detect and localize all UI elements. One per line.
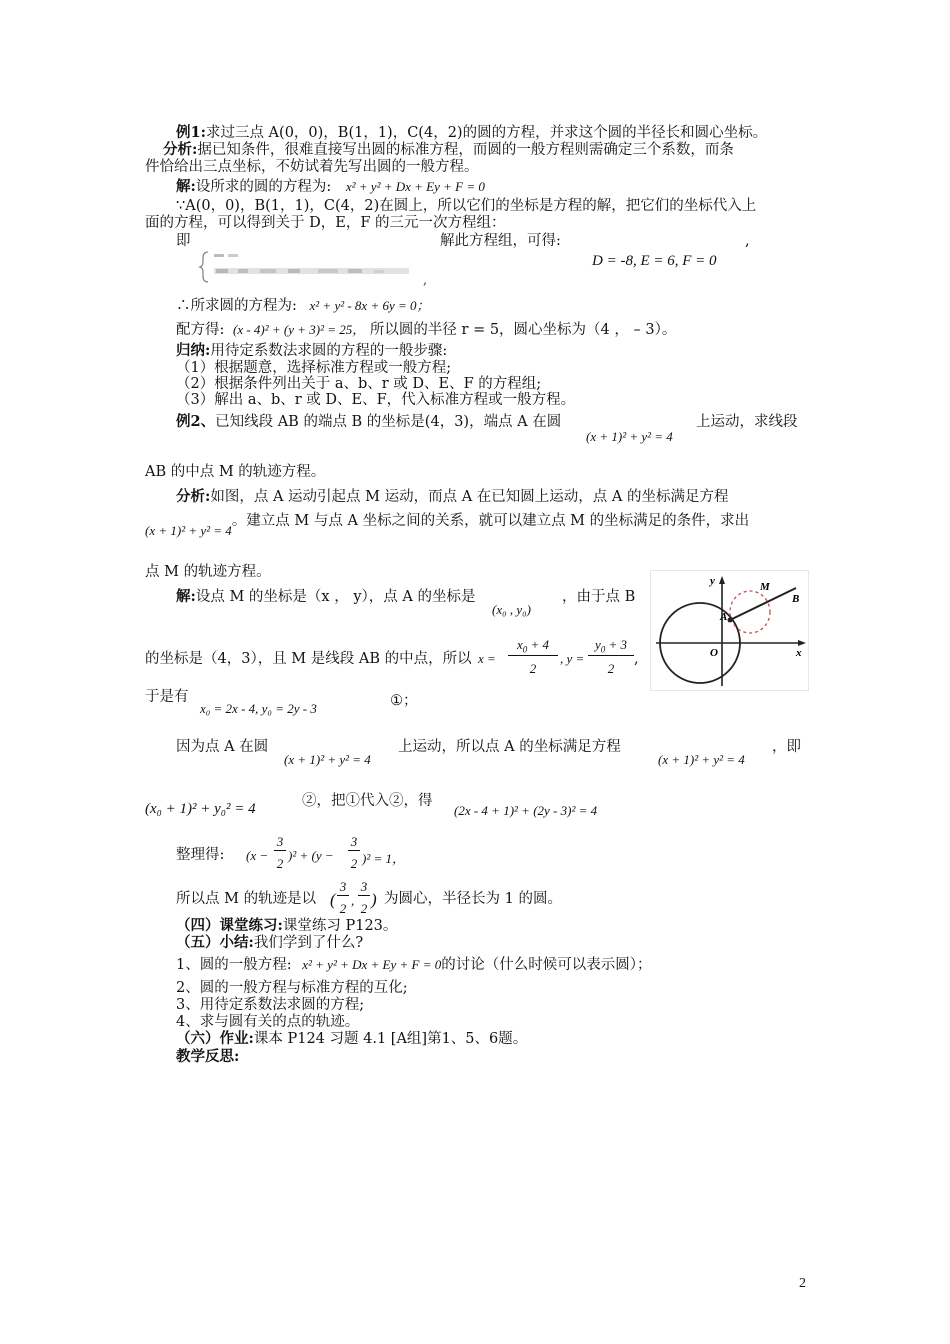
conclusion1-label: ∴所求圆的方程为: bbox=[176, 298, 297, 314]
analysis2-text: 如图，点 A 运动引起点 M 运动，而点 A 在已知圆上运动，点 A 的坐标满足方程 bbox=[210, 489, 729, 505]
equation-1: x₀ = 2x - 4, y₀ = 2y - 3 bbox=[200, 701, 317, 716]
solution2-text: 设点 M 的坐标是（x ， y），点 A 的坐标是 bbox=[195, 589, 476, 605]
label-x: x bbox=[796, 647, 802, 659]
solution2-line2: 的坐标是（4，3），且 M 是线段 AB 的中点，所以 bbox=[145, 651, 472, 667]
label-y: y bbox=[710, 575, 715, 587]
svg-text:,: , bbox=[423, 273, 428, 288]
analysis2-line3: 点 M 的轨迹方程。 bbox=[145, 564, 271, 580]
line-point-a-mid: 上运动，所以点 A 的坐标满足方程 bbox=[398, 739, 621, 755]
wrapup-item2: 2、圆的一般方程与标准方程的互化; bbox=[176, 980, 408, 996]
summary-text: 用待定系数法求圆的方程的一般步骤: bbox=[210, 343, 448, 359]
wrapup-item3: 3、用待定系数法求圆的方程; bbox=[176, 997, 365, 1013]
substituted-equation: (2x - 4 + 1)² + (2y - 3)² = 4 bbox=[454, 803, 598, 818]
analysis1-line1 bbox=[163, 141, 734, 159]
line-point-a: 因为点 A 在圆 bbox=[176, 739, 269, 755]
solution1-line1 bbox=[176, 178, 485, 196]
wrapup-item1-b: 的讨论（什么时候可以表示圆）； bbox=[441, 957, 652, 973]
complete-square-eq: (x - 4)² + (y + 3)² = 25， bbox=[233, 322, 366, 337]
analysis2-label: 分析: bbox=[176, 488, 211, 505]
wrapup-item4: 4、求与圆有关的点的轨迹。 bbox=[176, 1014, 360, 1030]
reflection-label: 教学反思: bbox=[176, 1048, 240, 1065]
example2-line bbox=[176, 413, 561, 431]
complete-square-text: 所以圆的半径 r = 5，圆心坐标为（4 ， – 3）。 bbox=[369, 322, 677, 338]
wrapup-line bbox=[176, 934, 363, 952]
practice-label: （四）课堂练习: bbox=[176, 917, 283, 934]
final-center: ( 3 2 , 3 2 ) bbox=[330, 879, 377, 916]
simplify-equation: (x − 3 2 )² + (y − 3 2 )² = 1， bbox=[246, 834, 405, 871]
practice-text: 课堂练习 P123。 bbox=[282, 918, 398, 934]
example2-circle-eq: (x + 1)² + y² = 4 bbox=[586, 429, 673, 444]
practice-line bbox=[176, 917, 397, 935]
label-a: A bbox=[720, 611, 728, 623]
simplify-label: 整理得: bbox=[176, 847, 225, 863]
equation-1-marker: ①； bbox=[390, 693, 418, 709]
solution1-solve: 解此方程组，可得: bbox=[440, 233, 561, 249]
analysis2-text2: 。建立点 M 与点 A 坐标之间的关系，就可以建立点 M 的坐标满足的条件，求出 bbox=[231, 513, 750, 529]
solution1-line2: ∵A(0，0)，B(1，1)，C(4，2)在圆上，所以它们的坐标是方程的解，把它们的坐标代入上 bbox=[176, 198, 757, 214]
equation-system-image bbox=[198, 246, 430, 288]
analysis2-line1 bbox=[176, 488, 729, 506]
page-number: 2 bbox=[799, 1276, 806, 1291]
line-point-a-end: ，即 bbox=[772, 739, 801, 755]
example2-line2: AB 的中点 M 的轨迹方程。 bbox=[145, 464, 326, 480]
homework-line bbox=[176, 1030, 527, 1048]
wrapup-item1 bbox=[176, 956, 652, 974]
summary-step2: （2）根据条件列出关于 a、b、r 或 D、E、F 的方程组; bbox=[176, 376, 542, 392]
solution1-text: 设所求的圆的方程为: bbox=[195, 179, 332, 195]
summary-line bbox=[176, 342, 447, 360]
analysis1-line2: 件恰给出三点坐标，不妨试着先写出圆的一般方程。 bbox=[145, 159, 479, 175]
line-point-a-eq2: (x + 1)² + y² = 4 bbox=[658, 752, 745, 767]
solution2-label: 解: bbox=[176, 588, 196, 605]
line-point-a-eq: (x + 1)² + y² = 4 bbox=[284, 752, 371, 767]
example1-label: 例1: bbox=[176, 124, 206, 141]
solution1-line3: 面的方程，可以得到关于 D，E，F 的三元一次方程组： bbox=[145, 215, 506, 231]
solution2-line1 bbox=[176, 588, 475, 606]
wrapup-item1-eq: x² + y² + Dx + Ey + F = 0 bbox=[302, 957, 442, 972]
solution1-ji: 即 bbox=[176, 233, 191, 249]
solution2-text2: ，由于点 B bbox=[562, 589, 636, 605]
example2-text-end: 上运动，求线段 bbox=[696, 414, 798, 430]
wrapup-item1-a: 1、圆的一般方程: bbox=[176, 957, 292, 973]
complete-square-label: 配方得: bbox=[176, 322, 225, 338]
equation-2-text: ②，把①代入②，得 bbox=[302, 793, 433, 809]
final-text: 所以点 M 的轨迹是以 bbox=[176, 891, 317, 907]
comma-mark: , bbox=[745, 233, 750, 249]
label-b: B bbox=[792, 593, 800, 605]
summary-step3: （3）解出 a、b、r 或 D、E、F，代入标准方程或一般方程。 bbox=[176, 392, 576, 408]
example2-label: 例2、 bbox=[176, 413, 216, 430]
final-text2: 为圆心，半径长为 1 的圆。 bbox=[384, 891, 562, 907]
wrapup-text: 我们学到了什么? bbox=[253, 935, 364, 951]
label-m: M bbox=[760, 581, 770, 593]
analysis2-eq: (x + 1)² + y² = 4 bbox=[145, 523, 232, 538]
solution1-label: 解: bbox=[176, 178, 196, 195]
example1-line bbox=[176, 124, 767, 142]
summary-label: 归纳: bbox=[176, 342, 211, 359]
example1-text: 求过三点 A(0，0)，B(1，1)，C(4，2)的圆的方程，并求这个圆的半径长和圆心坐标。 bbox=[205, 125, 768, 141]
label-o: O bbox=[710, 647, 718, 659]
complete-square-line bbox=[176, 321, 676, 339]
analysis2-line2 bbox=[145, 512, 750, 538]
homework-text: 课本 P124 习题 4.1 [A组]第1、5、6题。 bbox=[253, 1031, 528, 1047]
solution2-line3: 于是有 bbox=[145, 689, 189, 705]
analysis1-text1: 据已知条件，很难直接写出圆的标准方程，而圆的一般方程则需确定三个系数，而条 bbox=[197, 142, 734, 158]
conclusion1-equation: x² + y² - 8x + 6y = 0； bbox=[309, 298, 430, 313]
example2-text: 已知线段 AB 的端点 B 的坐标是(4，3)，端点 A 在圆 bbox=[215, 414, 562, 430]
circle-figure bbox=[650, 570, 810, 692]
conclusion1-line bbox=[176, 297, 430, 315]
analysis1-label: 分析: bbox=[163, 141, 198, 158]
midpoint-formula: x = $x_0 + 4$ 2 , y = $y_0 + 3$ 2 , bbox=[478, 637, 639, 676]
general-equation: x² + y² + Dx + Ey + F = 0 bbox=[345, 179, 485, 194]
equation-2: (x₀ + 1)² + y₀² = 4 bbox=[145, 801, 256, 817]
wrapup-label: （五）小结: bbox=[176, 934, 254, 951]
point-a-coords: (x₀ , y₀) bbox=[492, 602, 531, 617]
summary-step1: （1）根据题意，选择标准方程或一般方程; bbox=[176, 360, 452, 376]
homework-label: （六）作业: bbox=[176, 1030, 254, 1047]
solution-values: D = -8, E = 6, F = 0 bbox=[592, 253, 717, 269]
